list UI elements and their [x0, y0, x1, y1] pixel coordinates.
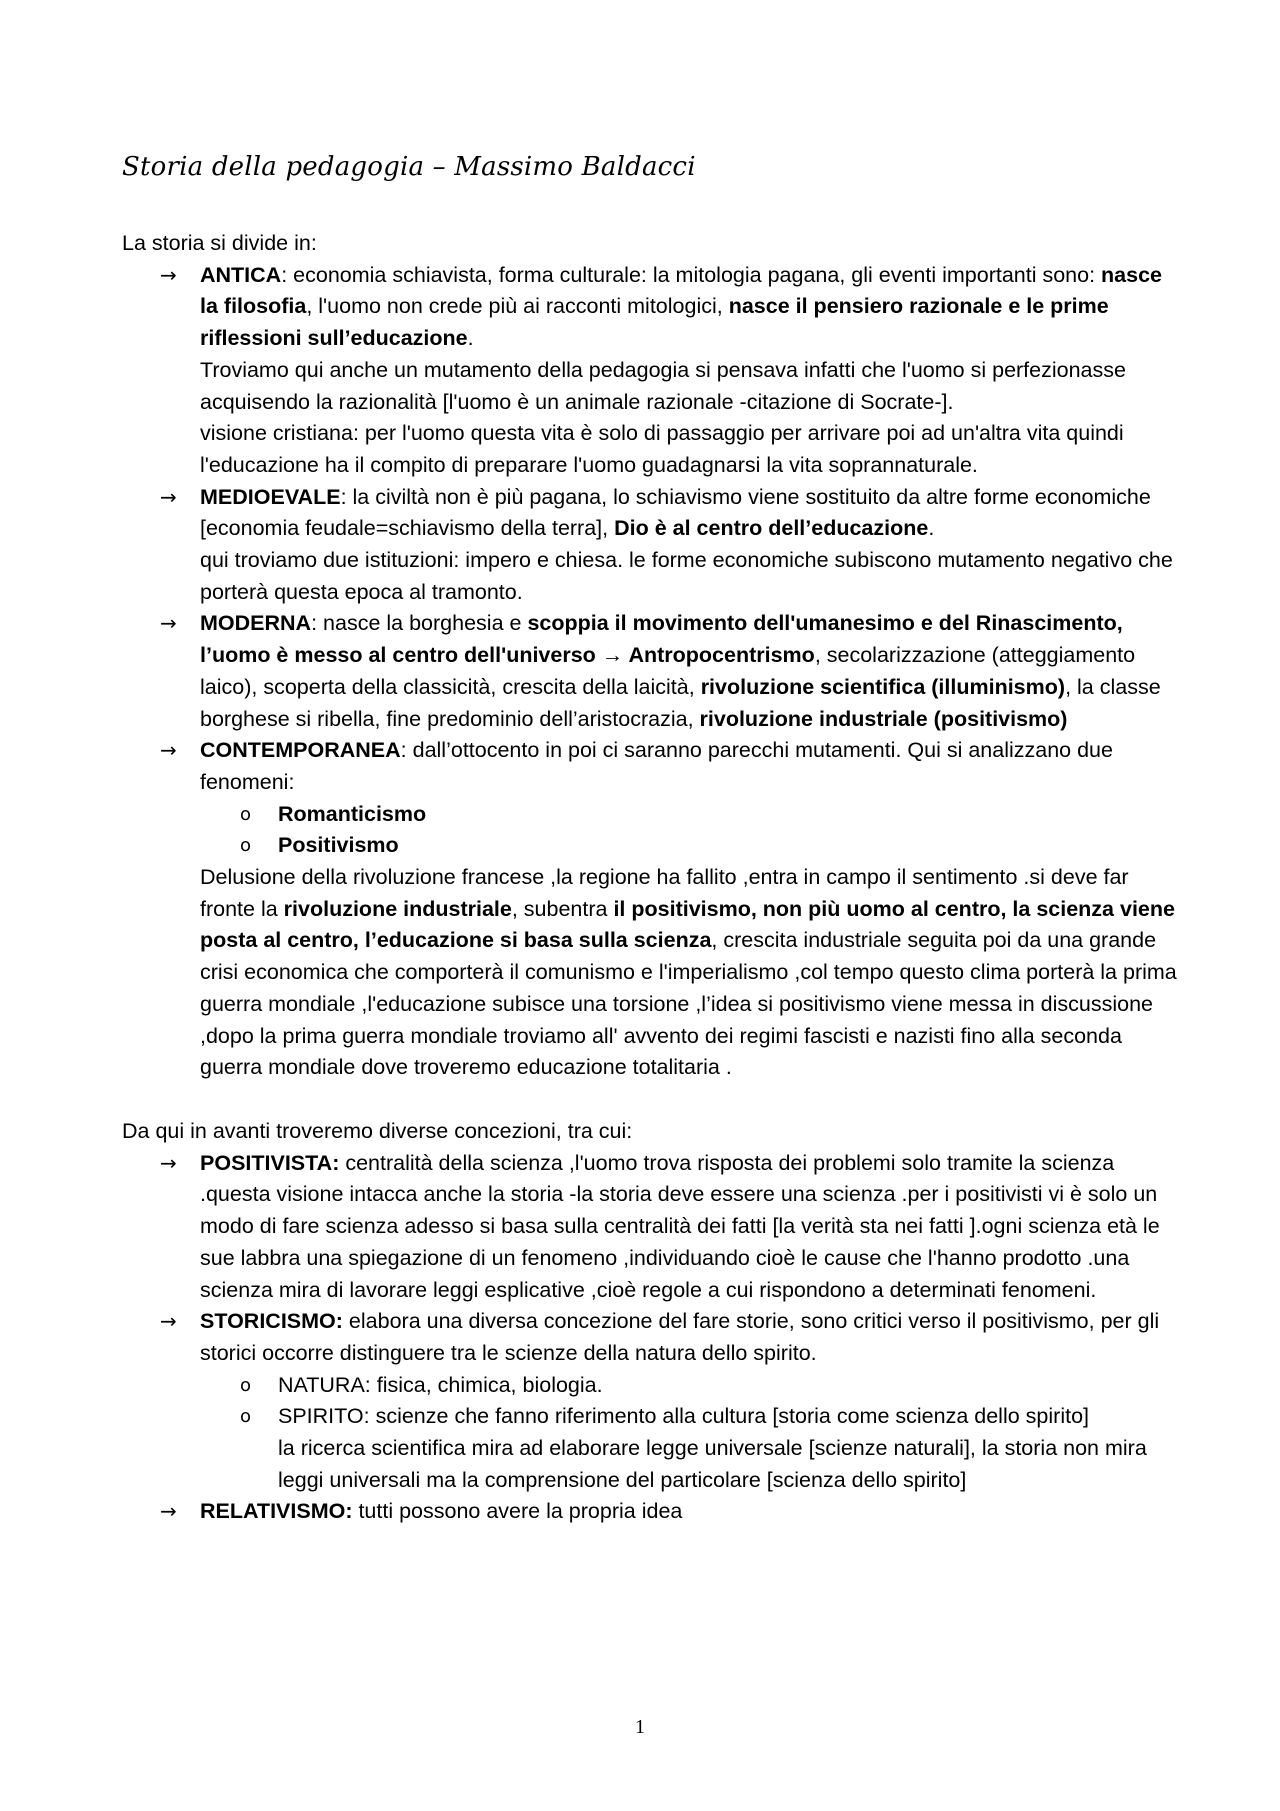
science-type: SPIRITO: scienze che fanno riferimento alla cultura [storia come scienza dello spirito] [278, 1404, 1089, 1429]
moderna-highlight: rivoluzione scientifica (illuminismo) [700, 674, 1066, 699]
intro-concezioni-text: Da qui in avanti troveremo diverse concezioni, tra cui: [122, 1118, 633, 1143]
contemporanea-text: : dall’ottocento in poi ci saranno parecchi mutamenti. Qui si analizzano due fenomeni: [200, 738, 1113, 794]
contemporanea-text: Delusione della rivoluzione francese ,la regione ha fallito ,entra in campo il sentimento .si deve far fronte la [200, 865, 1129, 921]
section-antica [122, 260, 1182, 482]
section-positivista [122, 1148, 1182, 1307]
phenomenon-label: Romanticismo [278, 801, 427, 826]
moderna-text: , la classe borghese si ribella, fine predominio dell’aristocrazia, [200, 674, 1161, 731]
medioevale-text: . [928, 516, 935, 541]
moderna-label: MODERNA [200, 611, 312, 636]
moderna-highlight: scoppia il movimento dell'umanesimo e del Rinascimento, l’uomo è messo al centro dell'universo [200, 611, 1123, 668]
moderna-highlight: rivoluzione industriale (positivismo) [699, 706, 1068, 731]
medioevale-paragraph-2: qui troviamo due istituzioni: impero e chiesa. le forme economiche subiscono mutamento negativo che porterà questa epoca al tramonto. [200, 548, 1173, 604]
intro-text: La storia si divide in: [122, 231, 317, 255]
moderna-text: , secolarizzazione (atteggiamento laico), scoperta della classicità, crescita della laicità, [200, 643, 1136, 699]
bullet-icon: o [240, 1406, 252, 1428]
bullet-icon: o [240, 835, 252, 857]
medioevale-label: MEDIOEVALE [200, 484, 341, 509]
antica-paragraph [200, 260, 1182, 355]
antica-text: , l'uomo non crede più ai racconti mitologici, [306, 294, 729, 319]
medioevale-highlight: Dio è al centro dell’educazione [614, 516, 929, 541]
antica-paragraph-3: visione cristiana: per l'uomo questa vita è solo di passaggio per arrivare poi ad un'altra vita quindi l'educazione ha il compito di preparare l'uomo guadagnarsi la vita soprannaturale. [200, 421, 1124, 477]
bullet-icon: o [240, 1374, 252, 1396]
contemporanea-continuation [122, 862, 1182, 1084]
list-item [122, 1401, 1182, 1433]
list-item [122, 830, 1182, 862]
contemporanea-highlight: il positivismo, non più uomo al centro, la scienza viene posta al centro, l’educazione si basa sulla scienza [200, 896, 1175, 953]
medioevale-paragraph [200, 482, 1182, 545]
page-number: 1 [635, 1716, 645, 1738]
moderna-highlight: Antropocentrismo [628, 643, 815, 668]
antica-highlight: nasce il pensiero razionale e le prime riflessioni sull’educazione [200, 294, 1109, 351]
arrow-icon: → [160, 484, 177, 509]
spacer [122, 1084, 1182, 1116]
storicismo-paragraph [200, 1306, 1182, 1369]
contemporanea-paragraph [200, 735, 1182, 798]
arrow-icon: → [160, 262, 177, 287]
antica-highlight: nasce la filosofia [200, 262, 1163, 319]
relativismo-label: RELATIVISMO: [200, 1499, 353, 1524]
science-type: NATURA: fisica, chimica, biologia. [278, 1372, 603, 1397]
bullet-icon: o [240, 803, 252, 825]
arrow-icon: → [160, 1309, 177, 1334]
storicismo-text: elabora una diversa concezione del fare storie, sono critici verso il positivismo, per gli storici occorre distinguere tra le scienze della natura dello spirito. [200, 1309, 1160, 1365]
storicismo-label: STORICISMO: [200, 1309, 343, 1334]
positivista-text: centralità della scienza ,l'uomo trova risposta dei problemi solo tramite la scienza .questa visione intacca anche la storia -la storia deve essere una scienza .per i positivisti vi è solo un modo di fare scienza adesso si basa sulla centralità dei fatti [la verità sta nei fatti ].ogni scienza età le sue labbra una spiegazione di un fenomeno ,individuando cioè le cause che l'hanno prodotto .una scienza mira di lavorare leggi esplicative ,cioè regole a cui rispondono a determinati fenomeni. [200, 1150, 1160, 1302]
section-moderna [122, 608, 1182, 735]
document-title: Storia della pedagogia – Massimo Baldacci [122, 152, 696, 182]
phenomenon-label: Positivismo [278, 833, 399, 858]
antica-label: ANTICA [200, 262, 282, 287]
relativismo-paragraph [200, 1496, 1182, 1528]
antica-text: . [467, 326, 474, 351]
positivista-paragraph [200, 1148, 1182, 1307]
contemporanea-highlight: rivoluzione industriale [283, 896, 512, 921]
contemporanea-text: , subentra [511, 896, 614, 921]
section-contemporanea [122, 735, 1182, 798]
relativismo-text: tutti possono avere la propria idea [352, 1499, 683, 1524]
section-relativismo [122, 1496, 1182, 1528]
contemporanea-paragraph-2 [200, 862, 1182, 1084]
contemporanea-label: CONTEMPORANEA [200, 738, 401, 763]
arrow-icon: → [160, 611, 177, 636]
moderna-text: : nasce la borghesia e [311, 611, 528, 636]
medioevale-text: : la civiltà non è più pagana, lo schiavismo viene sostituito da altre forme economiche [economia feudale=schiavismo della terra], [200, 484, 1151, 541]
section-storicismo [122, 1306, 1182, 1369]
contemporanea-text: , crescita industriale seguita poi da una grande crisi economica che comporterà il comunismo e l'imperialismo ,col tempo questo clima porterà la prima guerra mondiale ,l'educazione subisce una torsione ,l’idea si positivismo viene messa in discussione ,dopo la prima guerra mondiale troviamo all' avvento dei regimi fascisti e nazisti fino alla seconda guerra mondiale dove troveremo educazione totalitaria . [200, 928, 1177, 1080]
section-medioevale [122, 482, 1182, 609]
moderna-paragraph [200, 608, 1182, 735]
antica-paragraph-2: Troviamo qui anche un mutamento della pedagogia si pensava infatti che l'uomo si perfezionasse acquisendo la razionalità [l'uomo è un animale razionale -citazione di Socrate-]. [200, 357, 1126, 414]
positivista-label: POSITIVISTA: [200, 1150, 340, 1175]
arrow-icon: → [160, 1150, 177, 1175]
list-item [122, 1370, 1182, 1402]
right-arrow-icon: → [595, 643, 629, 668]
storicismo-paragraph-2: la ricerca scientifica mira ad elaborare legge universale [scienze naturali], la storia non mira leggi universali ma la comprensione del particolare [scienza dello spirito] [278, 1436, 1147, 1492]
arrow-icon: → [160, 738, 177, 763]
document-body [122, 228, 1182, 1528]
antica-text: : economia schiavista, forma culturale: la mitologia pagana, gli eventi importanti sono: [281, 262, 1102, 287]
arrow-icon: → [160, 1499, 177, 1524]
list-item [122, 799, 1182, 831]
